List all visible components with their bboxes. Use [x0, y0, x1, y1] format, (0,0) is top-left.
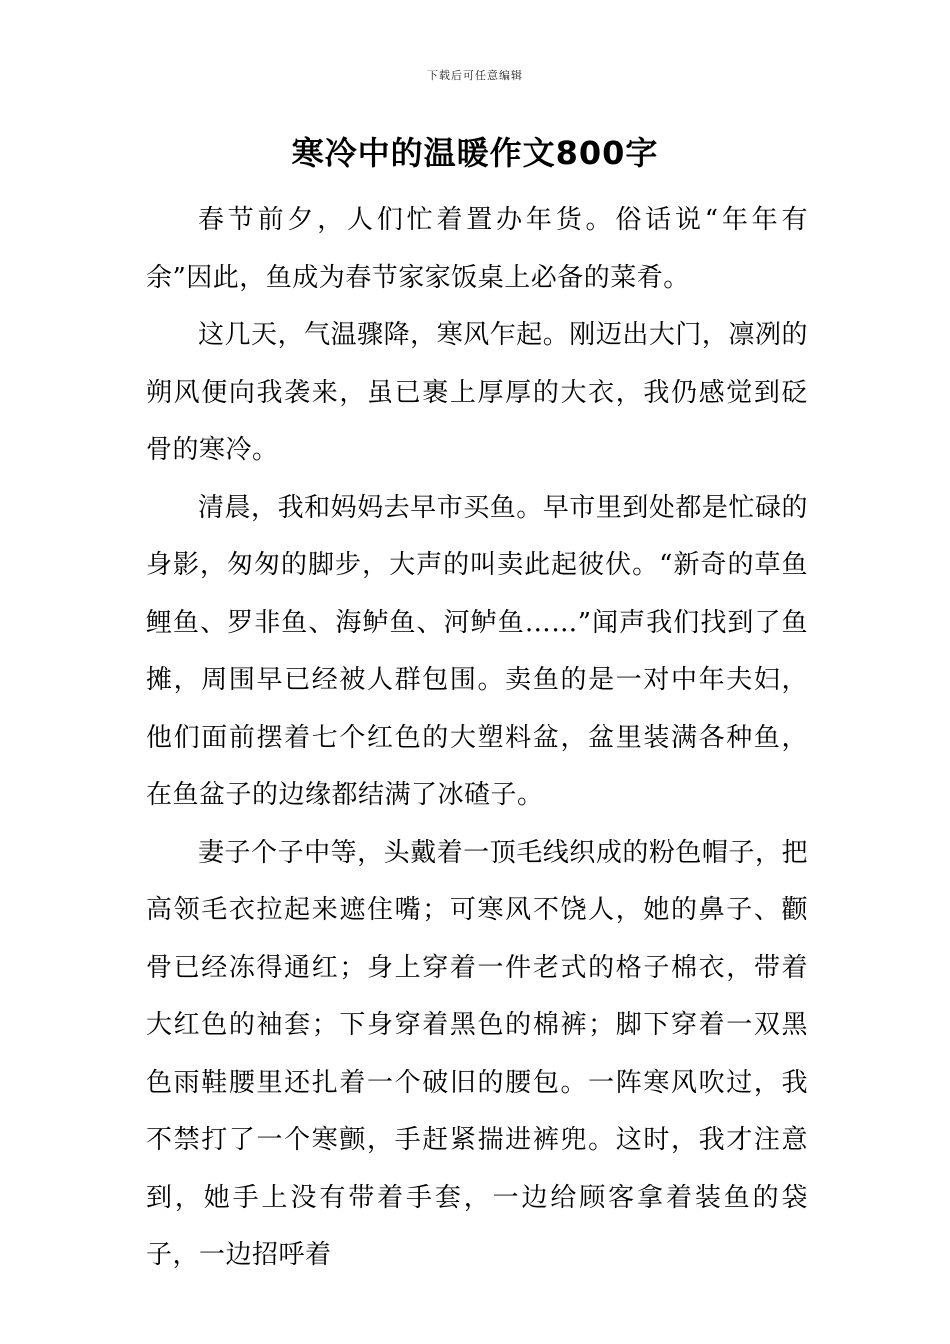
- header-note: 下载后可任意编辑: [427, 69, 523, 82]
- paragraph-4: 妻子个子中等，头戴着一顶毛线织成的粉色帽子，把高领毛衣拉起来遮住嘴；可寒风不饶人，她的鼻子、颧骨已经冻得通红；身上穿着一件老式的格子棉衣，带着大红色的袖套；下身穿着黑色的棉裤；脚下穿着一双黑色雨鞋腰里还扎着一个破旧的腰包。一阵寒风吹过，我不禁打了一个寒颤，手赶紧揣进裤兜。这时，我才注意到，她手上没有带着手套，一边给顾客拿着装鱼的袋子，一边招呼着: [146, 837, 808, 1270]
- paragraph-2: 这几天，气温骤降，寒风乍起。刚迈出大门，凛冽的朔风便向我袭来，虽已裹上厚厚的大衣，我仍感觉到砭骨的寒冷。: [146, 320, 808, 465]
- document-body: [146, 192, 808, 1285]
- paragraph-1: 春节前夕，人们忙着置办年货。俗话说“年年有余”因此，鱼成为春节家家饭桌上必备的菜肴。: [146, 205, 808, 293]
- paragraph-3: 清晨，我和妈妈去早市买鱼。早市里到处都是忙碌的身影，匆匆的脚步，大声的叫卖此起彼伏。“新奇的草鱼鲤鱼、罗非鱼、海鲈鱼、河鲈鱼……”闻声我们找到了鱼摊，周围早已经被人群包围。卖鱼的是一对中年夫妇，他们面前摆着七个红色的大塑料盆，盆里装满各种鱼，在鱼盆子的边缘都结满了冰碴子。: [146, 492, 808, 810]
- document-title: 寒冷中的温暖作文800字: [291, 134, 659, 172]
